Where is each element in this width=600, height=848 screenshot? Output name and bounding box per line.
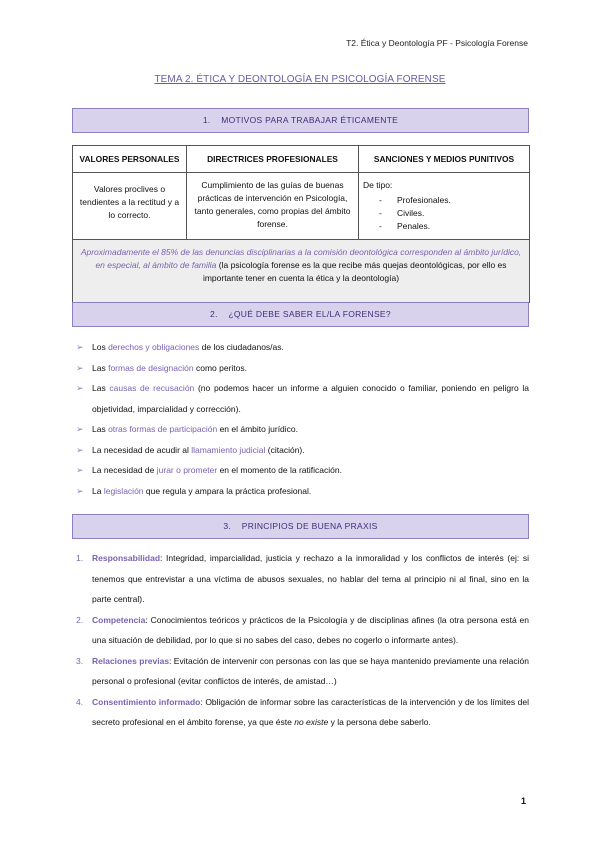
good-practice-principles-list [76,548,530,733]
table-header: SANCIONES Y MEDIOS PUNITIVOS [359,146,530,173]
motives-table [72,145,530,303]
note-text: (la psicología forense es la que recibe más quejas deontológicas, por ello es importante tener en cuenta la ética y la deontología) [202,260,507,283]
section-number: 1. [202,115,211,125]
arrow-bullet-icon: ➢ [76,383,84,393]
list-item: 2. Competencia: Conocimientos teóricos y prácticos de la Psicología y de disciplinas afines (la otra persona está en una situación de debilidad, por lo que si no sabes del caso, debes no cogerlo o informarte antes). [76,614,529,645]
arrow-bullet-icon: ➢ [76,444,84,455]
list-item: - Civiles. [379,208,425,218]
list-item: ➢ Las otras formas de participación en el ámbito jurídico. [92,419,529,440]
table-header: DIRECTRICES PROFESIONALES [187,146,359,173]
table-cell-directives: Cumplimiento de las guías de buenas prácticas de intervención en Psicología, tanto generales, como propias del ámbito forense. [187,173,359,240]
section-3-heading [72,514,529,539]
list-item: 1. Responsabilidad: Integridad, imparcialidad, justicia y rechazo a la inmoralidad y los conflictos de interés (ej: si tenemos que entrevistar a una víctima de abusos sexuales, no hablar del tema al principio ni al final, sino en la parte central). [76,553,529,604]
table-note [73,240,530,303]
section-1-heading [72,108,529,133]
table-header: VALORES PERSONALES [73,146,187,173]
list-item: ➢ Los derechos y obligaciones de los ciudadanos/as. [92,337,529,358]
forensic-knowledge-list [76,337,529,501]
list-item: ➢ La necesidad de jurar o prometer en el momento de la ratificación. [92,460,529,481]
sanctions-list [363,194,525,233]
list-item: ➢ Las formas de designación como peritos. [92,358,529,379]
table-cell-sanctions [359,173,530,240]
section-title: MOTIVOS PARA TRABAJAR ÉTICAMENTE [221,115,399,125]
list-item: ➢ La necesidad de acudir al llamamiento judicial (citación). [92,440,529,461]
sanctions-intro: De tipo: [363,180,393,190]
section-number: 2. [210,309,218,319]
arrow-bullet-icon: ➢ [76,485,84,496]
dash-marker: - [379,208,382,218]
section-2-heading [72,302,529,327]
running-header: T2. Ética y Deontología PF - Psicología Forense [346,38,528,48]
arrow-bullet-icon: ➢ [76,342,84,352]
arrow-bullet-icon: ➢ [76,465,84,475]
section-number: 3. [223,521,232,531]
dash-marker: - [379,195,382,205]
page-number: 1 [520,796,526,806]
note-highlight: Aproximadamente el 85% de las denuncias disciplinarias a la comisión deontológica corresponden al ámbito jurídico, en especial, al ámbito de familia [80,247,522,270]
dash-marker: - [379,221,382,231]
list-item: ➢ La legislación que regula y ampara la práctica profesional. [92,481,529,502]
list-item: 3. Relaciones previas: Evitación de intervenir con personas con las que se haya mantenido previamente una relación personal o profesional (evitar conflictos de interés, de amistad…) [76,655,530,686]
list-item: - Profesionales. [379,195,451,205]
table-cell-values: Valores proclives o tendientes a la rectitud y a lo correcto. [73,173,187,240]
list-item: ➢ Las causas de recusación (no podemos hacer un informe a alguien conocido o familiar, poniendo en peligro la objetividad, imparcialidad y corrección). [92,378,529,419]
document-title: TEMA 2. ÉTICA Y DEONTOLOGÍA EN PSICOLOGÍA FORENSE [154,74,446,85]
list-item: - Penales. [379,221,431,231]
list-item: 4. Consentimiento informado: Obligación de informar sobre las características de la intervención y de los límites del secreto profesional en el ámbito forense, ya que éste no existe y la persona debe saberlo. [76,696,530,727]
arrow-bullet-icon: ➢ [76,362,84,373]
section-title: PRINCIPIOS DE BUENA PRAXIS [241,521,378,531]
arrow-bullet-icon: ➢ [76,424,84,434]
section-title: ¿QUÉ DEBE SABER EL/LA FORENSE? [228,309,391,319]
